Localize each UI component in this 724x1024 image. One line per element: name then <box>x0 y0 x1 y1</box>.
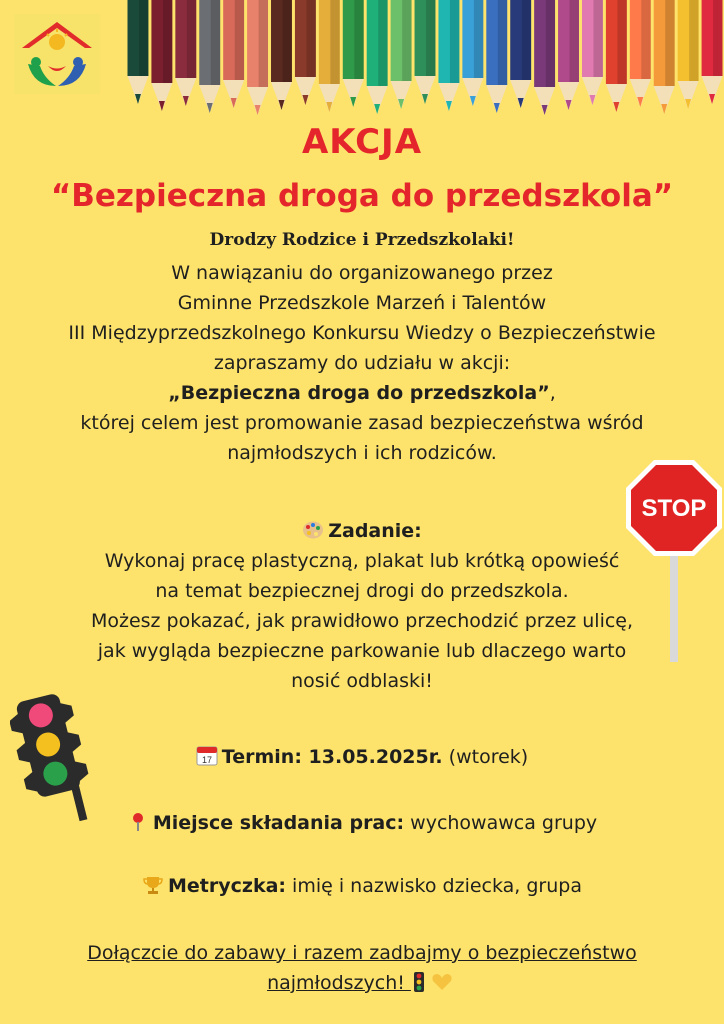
traffic-light-small-icon <box>411 972 427 992</box>
greeting: Drodzy Rodzice i Przedszkolaki! <box>209 230 515 250</box>
pencil <box>678 0 699 109</box>
campaign-name-bold: „Bezpieczna droga do przedszkola” <box>168 382 550 404</box>
closing-text <box>30 938 694 998</box>
yellow-heart-icon <box>431 972 453 992</box>
pencil <box>654 0 675 114</box>
intro-line: zapraszamy do udziału w akcji: <box>213 352 511 374</box>
pin-icon <box>127 812 149 832</box>
place-label: Miejsce składania prac: <box>152 812 405 834</box>
palette-icon <box>302 520 324 540</box>
task-line: na temat bezpiecznej drogi do przedszkola. <box>155 580 569 602</box>
pencil <box>438 0 459 111</box>
pencil <box>702 0 723 104</box>
calendar-day: 17 <box>201 755 212 765</box>
task-line: nosić odblaski! <box>291 670 433 692</box>
intro-line: najmłodszych i ich rodziców. <box>227 442 497 464</box>
deadline-day: (wtorek) <box>442 746 529 768</box>
intro-line: W nawiązaniu do organizowanego przez <box>171 262 553 284</box>
label-value: imię i nazwisko dziecka, grupa <box>286 875 582 897</box>
intro-line: III Międzyprzedszkolnego Konkursu Wiedzy o Bezpieczeństwie <box>68 322 656 344</box>
closing-line: najmłodszych! <box>30 968 694 998</box>
task-heading: Zadanie: <box>40 516 684 546</box>
pencil <box>558 0 579 110</box>
pencil <box>462 0 483 106</box>
task-line: Wykonaj pracę plastyczną, plakat lub krótką opowieść <box>104 550 620 572</box>
pencil <box>199 0 220 113</box>
task-line: jak wygląda bezpieczne parkowanie lub dlaczego warto <box>97 640 627 662</box>
pencil <box>367 0 388 114</box>
pencil <box>534 0 555 115</box>
pencil <box>151 0 172 111</box>
place-line <box>0 812 724 834</box>
deadline-label: Termin: 13.05.2025r. <box>221 746 443 768</box>
place-value: wychowawca grupy <box>404 812 598 834</box>
calendar-icon <box>196 746 218 766</box>
trophy-icon <box>142 875 164 895</box>
pencil <box>391 0 412 109</box>
stop-sign-text: STOP <box>641 495 707 522</box>
akcja-heading: AKCJA <box>301 122 423 162</box>
pencil <box>271 0 292 110</box>
intro-line: której celem jest promowanie zasad bezpieczeństwa wśród <box>80 412 644 434</box>
pencil <box>175 0 196 106</box>
pencil <box>247 0 268 115</box>
kindergarten-logo <box>14 14 100 94</box>
pencil <box>582 0 603 105</box>
intro-line: Gminne Przedszkole Marzeń i Talentów <box>177 292 547 314</box>
pencil <box>415 0 436 104</box>
pencil <box>630 0 651 107</box>
pencil <box>319 0 340 112</box>
pencil <box>486 0 507 113</box>
task-section <box>40 516 684 696</box>
deadline-line <box>0 746 724 768</box>
colored-pencils-decoration <box>126 0 724 120</box>
pencil <box>510 0 531 108</box>
label-line <box>0 875 724 897</box>
label-label: Metryczka: <box>168 875 287 897</box>
intro-line: „Bezpieczna droga do przedszkola”, <box>168 382 556 404</box>
pencil <box>223 0 244 108</box>
pencil <box>128 0 149 104</box>
closing-line: Dołączcie do zabawy i razem zadbajmy o bezpieczeństwo <box>87 942 637 964</box>
pencil <box>343 0 364 107</box>
intro-paragraph <box>20 258 704 468</box>
pencil <box>295 0 316 105</box>
pencil <box>606 0 627 112</box>
task-line: Możesz pokazać, jak prawidłowo przechodzić przez ulicę, <box>90 610 634 632</box>
campaign-title: “Bezpieczna droga do przedszkola” <box>50 178 674 214</box>
